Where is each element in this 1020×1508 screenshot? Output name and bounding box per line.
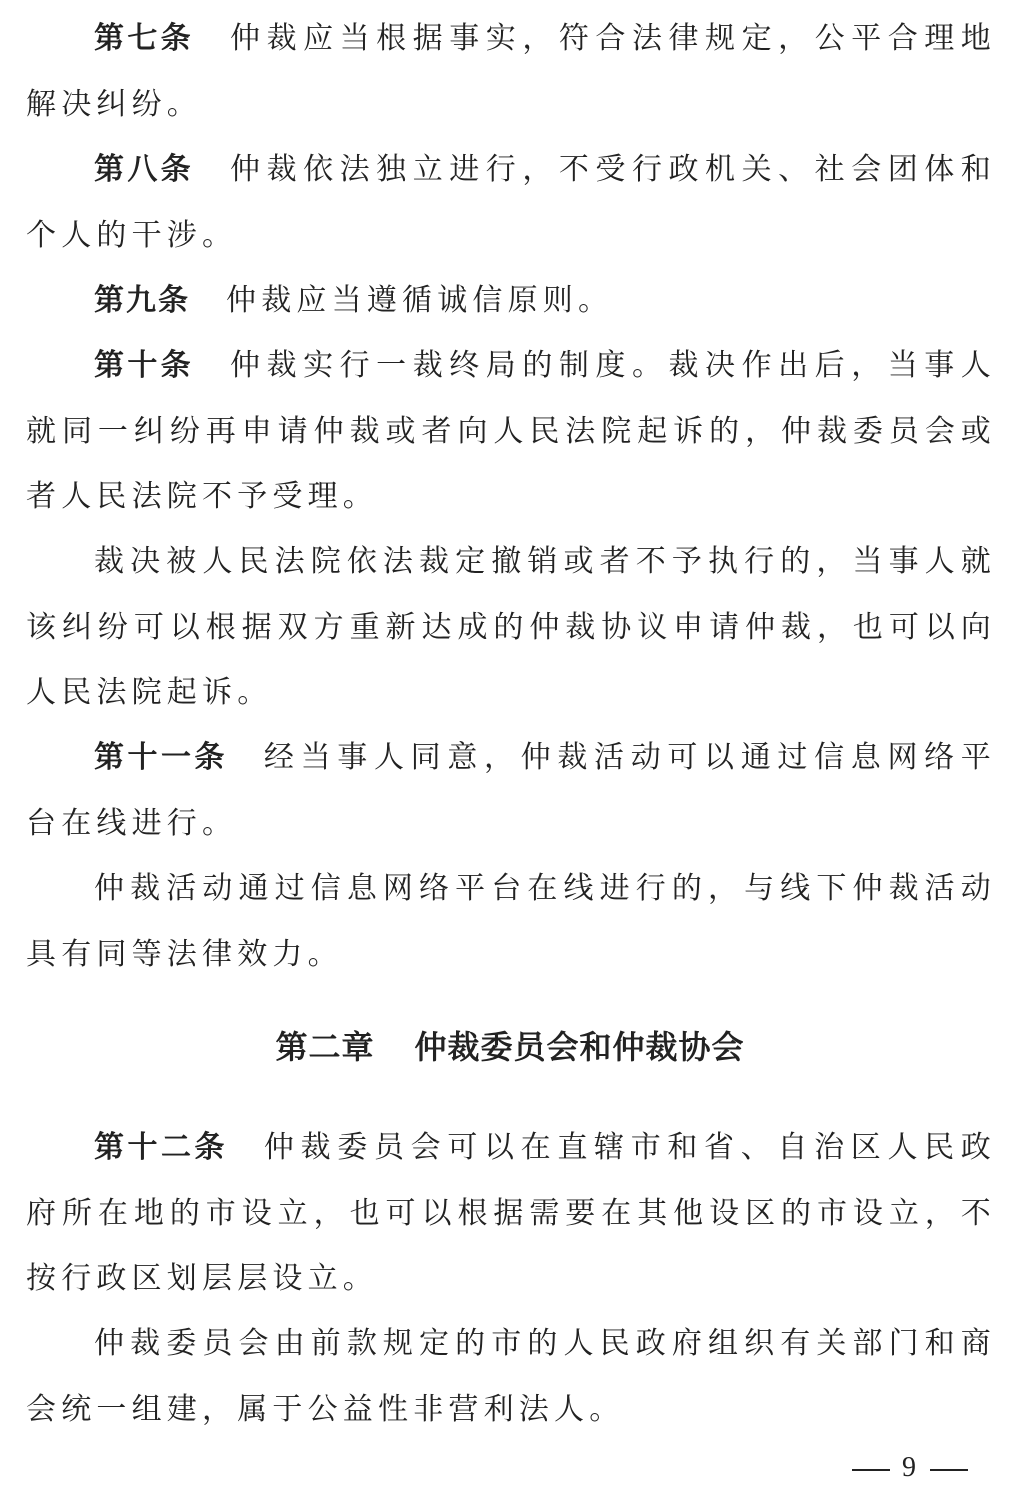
article-11-paragraph-2 [26,856,996,987]
article-12-paragraph-2 [26,1311,996,1442]
chapter-title: 仲裁委员会和仲裁协会 [414,1028,745,1066]
article-9 [26,268,996,334]
article-label: 第十条 [94,348,195,383]
article-11 [26,725,996,856]
dash-left [852,1469,890,1471]
article-7 [26,6,996,137]
article-text: 经当事人同意，仲裁活动可以通过信息网络平台在线进行。 [26,740,997,841]
chapter-heading [0,1022,1020,1068]
article-label: 第八条 [94,152,195,187]
article-10-paragraph-2 [26,529,996,726]
paragraph-text: 仲裁活动通过信息网络平台在线进行的，与线下仲裁活动具有同等法律效力。 [26,871,996,972]
dash-right [930,1469,968,1471]
article-8 [26,137,996,268]
paragraph-text: 仲裁委员会由前款规定的市的人民政府组织有关部门和商会统一组建，属于公益性非营利法人。 [26,1326,996,1427]
page-number [840,1452,980,1484]
article-12 [26,1115,996,1312]
article-text: 仲裁委员会可以在直辖市和省、自治区人民政府所在地的市设立，也可以根据需要在其他设区的市设立，不按行政区划层层设立。 [26,1130,997,1296]
article-text: 仲裁应当遵循诚信原则。 [226,283,614,318]
page-number-value: 9 [902,1452,918,1483]
chapter-number: 第二章 [275,1028,375,1066]
article-text: 仲裁实行一裁终局的制度。裁决作出后，当事人就同一纠纷再申请仲裁或者向人民法院起诉的，仲裁委员会或者人民法院不予受理。 [26,348,997,514]
article-label: 第十一条 [94,740,228,775]
article-text: 仲裁依法独立进行，不受行政机关、社会团体和个人的干涉。 [26,152,997,253]
article-10 [26,333,996,530]
paragraph-text: 裁决被人民法院依法裁定撤销或者不予执行的，当事人就该纠纷可以根据双方重新达成的仲裁协议申请仲裁，也可以向人民法院起诉。 [26,544,996,710]
article-label: 第九条 [94,283,190,318]
article-label: 第七条 [94,21,195,56]
article-text: 仲裁应当根据事实，符合法律规定，公平合理地解决纠纷。 [26,21,997,122]
article-label: 第十二条 [94,1130,228,1165]
